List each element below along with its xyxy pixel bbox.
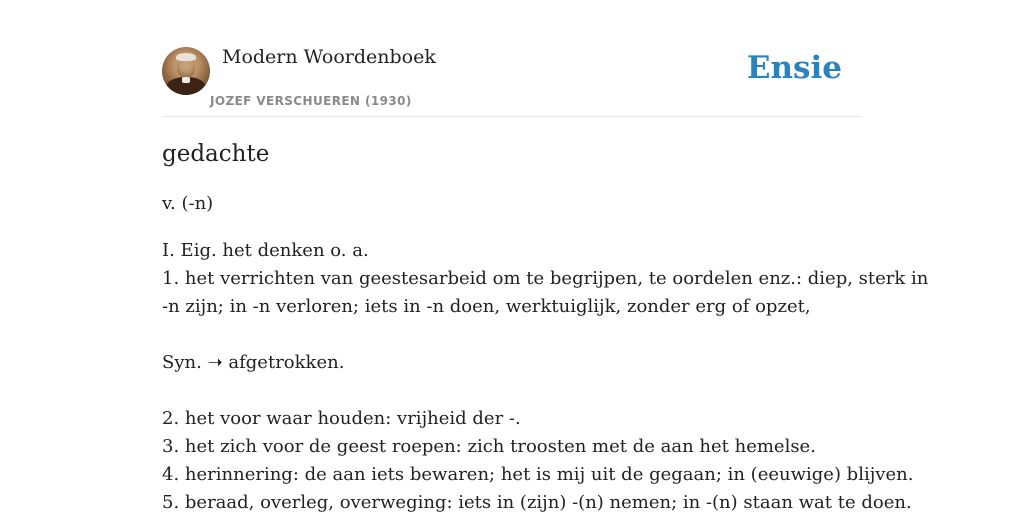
synonym-line: [162, 349, 862, 377]
author-avatar: [162, 47, 210, 95]
sense-2: 2. het voor waar houden: vrijheid der -.: [162, 408, 521, 429]
synonym-term: afgetrokken.: [228, 352, 345, 373]
synonym-link[interactable]: [208, 352, 345, 373]
synonym-prefix: Syn.: [162, 352, 202, 373]
header: [162, 0, 862, 117]
spacer: [162, 321, 862, 349]
sense-1-line-2: -n zijn; in -n verloren; iets in -n doen, werktuiglijk, zonder erg of opzet,: [162, 296, 811, 317]
avatar-collar: [182, 77, 190, 83]
author-name[interactable]: JOZEF VERSCHUEREN (1930): [210, 94, 412, 108]
entry-definition: [162, 237, 929, 512]
book-title[interactable]: Modern Woordenboek: [222, 46, 436, 68]
sense-5: 5. beraad, overleg, overweging: iets in (zijn) -(n) nemen; in -(n) staan wat te doen.: [162, 492, 912, 512]
entry-grammar: v. (-n): [162, 193, 214, 214]
sense-1-line-1: 1. het verrichten van geestesarbeid om te begrijpen, te oordelen enz.: diep, sterk in: [162, 268, 929, 289]
entry-headword: gedachte: [162, 141, 270, 167]
section-heading: I. Eig. het denken o. a.: [162, 240, 369, 261]
entry-content: [162, 138, 929, 512]
ensie-logo-link[interactable]: Ensie: [746, 50, 842, 86]
spacer: [162, 377, 862, 405]
sense-3: 3. het zich voor de geest roepen: zich troosten met de aan het hemelse.: [162, 436, 816, 457]
avatar-hair: [176, 53, 196, 61]
arrow-right-icon: ➝: [207, 352, 223, 373]
sense-4: 4. herinnering: de aan iets bewaren; het is mij uit de gegaan; in (eeuwige) blijven.: [162, 464, 914, 485]
